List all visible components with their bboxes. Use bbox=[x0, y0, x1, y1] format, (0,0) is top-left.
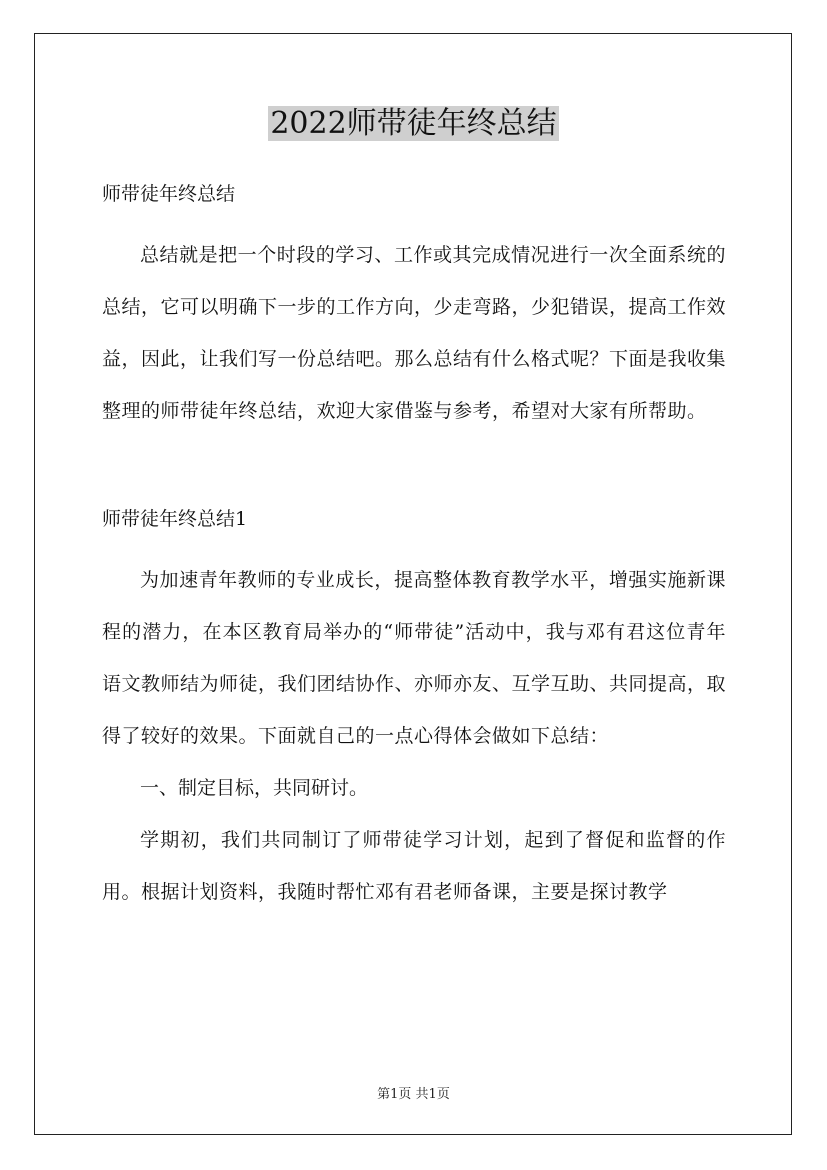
point1-paragraph: 学期初，我们共同制订了师带徒学习计划，起到了督促和监督的作用。根据计划资料，我随时帮忙邓有君老师备课，主要是探讨教学 bbox=[102, 829, 726, 903]
document-title bbox=[0, 104, 827, 144]
page-footer: 第1页 共1页 bbox=[377, 1087, 450, 1102]
intro-heading: 师带徒年终总结 bbox=[102, 183, 236, 205]
section1-paragraph: 为加速青年教师的专业成长，提高整体教育教学水平，增强实施新课程的潜力，在本区教育局举办的“师带徒”活动中，我与邓有君这位青年语文教师结为师徒，我们团结协作、亦师亦友、互学互助、共同提高，取得了较好的效果。下面就自己的一点心得体会做如下总结： bbox=[102, 569, 727, 747]
intro-paragraph: 总结就是把一个时段的学习、工作或其完成情况进行一次全面系统的总结，它可以明确下一步的工作方向，少走弯路，少犯错误，提高工作效益，因此，让我们写一份总结吧。那么总结有什么格式呢？下面是我收集整理的师带徒年终总结，欢迎大家借鉴与参考，希望对大家有所帮助。 bbox=[102, 244, 727, 422]
document-body bbox=[102, 173, 726, 918]
section-gap bbox=[102, 437, 726, 498]
point1-heading: 一、制定目标，共同研讨。 bbox=[140, 777, 369, 799]
section1-heading: 师带徒年终总结1 bbox=[102, 508, 248, 530]
document-title-text: 2022师带徒年终总结 bbox=[270, 106, 557, 141]
